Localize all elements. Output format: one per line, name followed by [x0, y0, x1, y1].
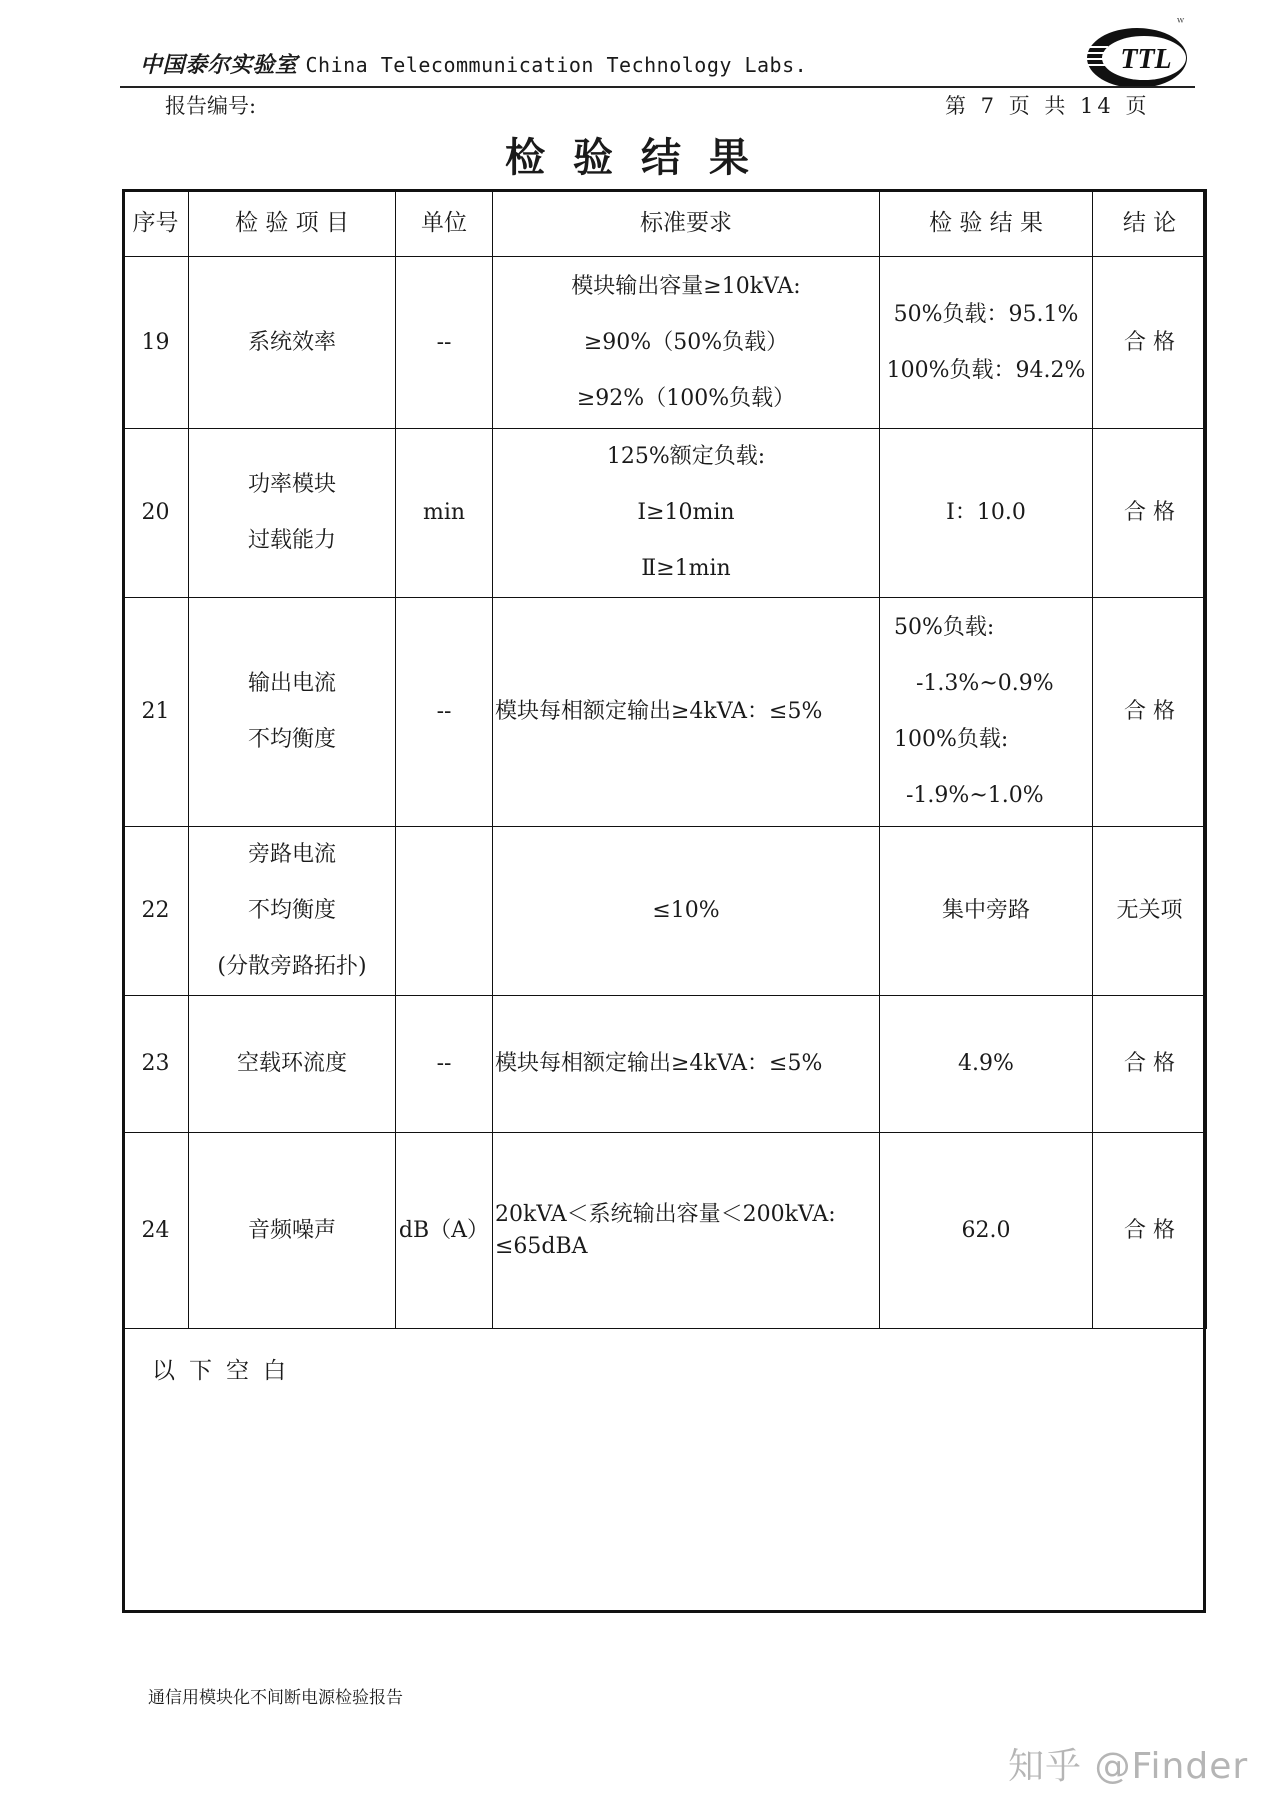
col-header-requirement: 标准要求: [493, 190, 880, 257]
table-row: [123, 827, 1207, 996]
col-header-result: 检 验 结 果: [880, 190, 1093, 257]
row-requirement: 模块每相额定输出≥4kVA：≤5%: [493, 598, 880, 827]
org-name-cn: 中国泰尔实验室: [140, 52, 298, 78]
ttl-logo-icon: [1082, 22, 1192, 92]
footer-report-name: 通信用模块化不间断电源检验报告: [148, 1688, 403, 1708]
table-row: [123, 1133, 1207, 1329]
row-no: 22: [123, 827, 189, 996]
row-result: 集中旁路: [880, 827, 1093, 996]
row-item: 系统效率: [189, 257, 396, 429]
row-unit: --: [396, 996, 493, 1133]
svg-text:TTL: TTL: [1120, 44, 1172, 75]
row-unit: min: [396, 429, 493, 598]
row-item: 功率模块 过载能力: [189, 429, 396, 598]
page-title: 检验结果: [505, 134, 777, 181]
table-row: [123, 429, 1207, 598]
row-requirement: 模块每相额定输出≥4kVA：≤5%: [493, 996, 880, 1133]
row-conclusion: 无关项: [1093, 827, 1207, 996]
row-requirement: ≤10%: [493, 827, 880, 996]
row-conclusion: 合 格: [1093, 429, 1207, 598]
row-no: 24: [123, 1133, 189, 1329]
table-row: [123, 598, 1207, 827]
row-requirement: 模块输出容量≥10kVA: ≥90%（50%负载） ≥92%（100%负载）: [493, 257, 880, 429]
row-unit: [396, 827, 493, 996]
row-conclusion: 合 格: [1093, 1133, 1207, 1329]
row-result: 50%负载: -1.3%~0.9% 100%负载: -1.9%~1.0%: [880, 598, 1093, 827]
row-conclusion: 合 格: [1093, 598, 1207, 827]
row-unit: --: [396, 257, 493, 429]
report-number-label: 报告编号:: [165, 94, 257, 118]
org-name: [140, 48, 807, 79]
row-conclusion: 合 格: [1093, 996, 1207, 1133]
row-unit: --: [396, 598, 493, 827]
col-header-conclusion: 结 论: [1093, 190, 1207, 257]
col-header-unit: 单位: [396, 190, 493, 257]
results-table: [122, 189, 1207, 1329]
row-item: 输出电流 不均衡度: [189, 598, 396, 827]
registered-mark: ᵂ: [1177, 16, 1185, 29]
row-no: 23: [123, 996, 189, 1133]
row-result: 4.9%: [880, 996, 1093, 1133]
row-result: 50%负载：95.1% 100%负载：94.2%: [880, 257, 1093, 429]
org-name-en: China Telecommunication Technology Labs.: [305, 53, 808, 77]
blank-below-note: 以下空白: [152, 1358, 300, 1384]
row-item: 旁路电流 不均衡度 (分散旁路拓扑): [189, 827, 396, 996]
row-result: Ⅰ：10.0: [880, 429, 1093, 598]
row-result: 62.0: [880, 1133, 1093, 1329]
row-conclusion: 合 格: [1093, 257, 1207, 429]
col-header-item: 检 验 项 目: [189, 190, 396, 257]
row-item: 空载环流度: [189, 996, 396, 1133]
row-unit: dB（A）: [396, 1133, 493, 1329]
table-row: [123, 257, 1207, 429]
table-header-row: [123, 190, 1207, 257]
col-header-no: 序号: [123, 190, 189, 257]
page-indicator: 第 7 页 共 14 页: [945, 94, 1151, 118]
row-requirement: 20kVA＜系统输出容量＜200kVA: ≤65dBA: [493, 1133, 880, 1329]
row-requirement: 125%额定负载: Ⅰ≥10min Ⅱ≥1min: [493, 429, 880, 598]
row-no: 20: [123, 429, 189, 598]
row-item: 音频噪声: [189, 1133, 396, 1329]
row-no: 21: [123, 598, 189, 827]
row-no: 19: [123, 257, 189, 429]
header-divider: [120, 86, 1195, 88]
table-row: [123, 996, 1207, 1133]
watermark: 知乎 @Finder: [1008, 1746, 1249, 1787]
